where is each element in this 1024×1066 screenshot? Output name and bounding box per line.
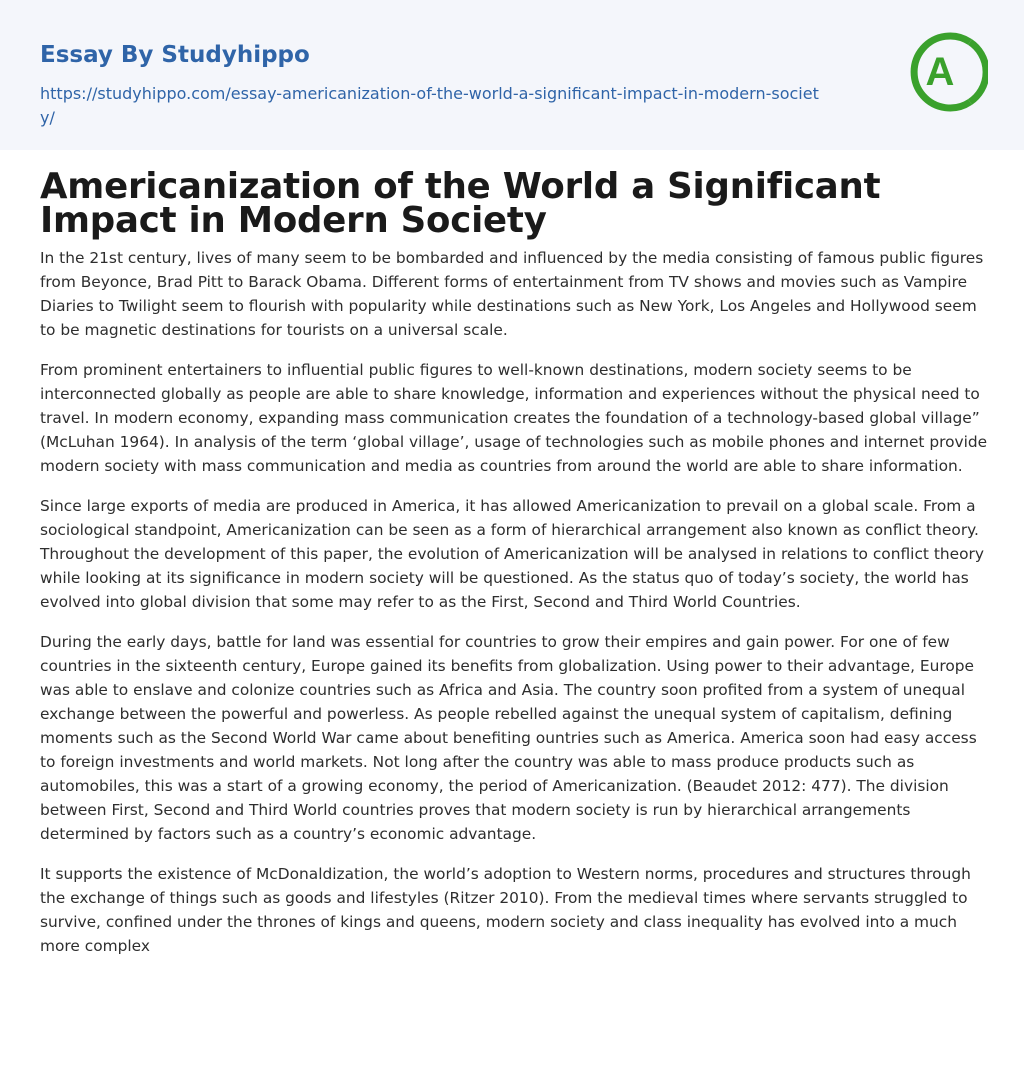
studyhippo-logo-icon[interactable]: [908, 28, 988, 116]
essay-paragraph: From prominent entertainers to influential public figures to well-known destinations, modern society seems to be interconnected globally as people are able to share knowledge, information and experiences without the physical need to travel. In modern economy, expanding mass communication creates the foundation of a technology-based global village” (McLuhan 1964). In analysis of the term ‘global village’, usage of technologies such as mobile phones and internet provide modern society with mass communication and media as countries from around the world are able to share information.: [40, 361, 988, 475]
essay-title: Americanization of the World a Significant Impact in Modern Society: [40, 166, 881, 241]
essay-paragraph: It supports the existence of McDonaldization, the world’s adoption to Western norms, procedures and structures through the exchange of things such as goods and lifestyles (Ritzer 2010). From the medieval times where servants struggled to survive, confined under the thrones of kings and queens, modern society and class inequality has evolved into a much more complex: [40, 865, 971, 955]
essay-paragraph: During the early days, battle for land was essential for countries to grow their empires and gain power. For one of few countries in the sixteenth century, Europe gained its benefits from globalization. Using power to their advantage, Europe was able to enslave and colonize countries such as Africa and Asia. The country soon profited from a system of unequal exchange between the powerful and powerless. As people rebelled against the unequal system of capitalism, defining moments such as the Second World War came about benefiting ountries such as America. America soon had easy access to foreign investments and world markets. Not long after the country was able to mass produce products such as automobiles, this was a start of a growing economy, the period of Americanization. (Beaudet 2012: 477). The division between First, Second and Third World countries proves that modern society is run by hierarchical arrangements determined by factors such as a country’s economic advantage.: [40, 633, 977, 843]
site-brand[interactable]: Essay By Studyhippo: [40, 42, 310, 68]
essay-paragraph: In the 21st century, lives of many seem to be bombarded and influenced by the media consisting of famous public figures from Beyonce, Brad Pitt to Barack Obama. Different forms of entertainment from TV shows and movies such as Vampire Diaries to Twilight seem to flourish with popularity while destinations such as New York, Los Angeles and Hollywood seem to be magnetic destinations for tourists on a universal scale.: [40, 249, 984, 339]
essay-paragraph: Since large exports of media are produced in America, it has allowed Americanization to prevail on a global scale. From a sociological standpoint, Americanization can be seen as a form of hierarchical arrangement also known as conflict theory. Throughout the development of this paper, the evolution of Americanization will be analysed in relations to conflict theory while looking at its significance in modern society will be questioned. As the status quo of today’s society, the world has evolved into global division that some may refer to as the First, Second and Third World Countries.: [40, 497, 984, 611]
essay-content: [40, 166, 990, 974]
essay-url-link[interactable]: https://studyhippo.com/essay-americanization-of-the-world-a-significant-impact-in-modern-society/: [40, 84, 819, 127]
logo-letter: A: [925, 50, 955, 94]
site-header: [0, 0, 1024, 150]
